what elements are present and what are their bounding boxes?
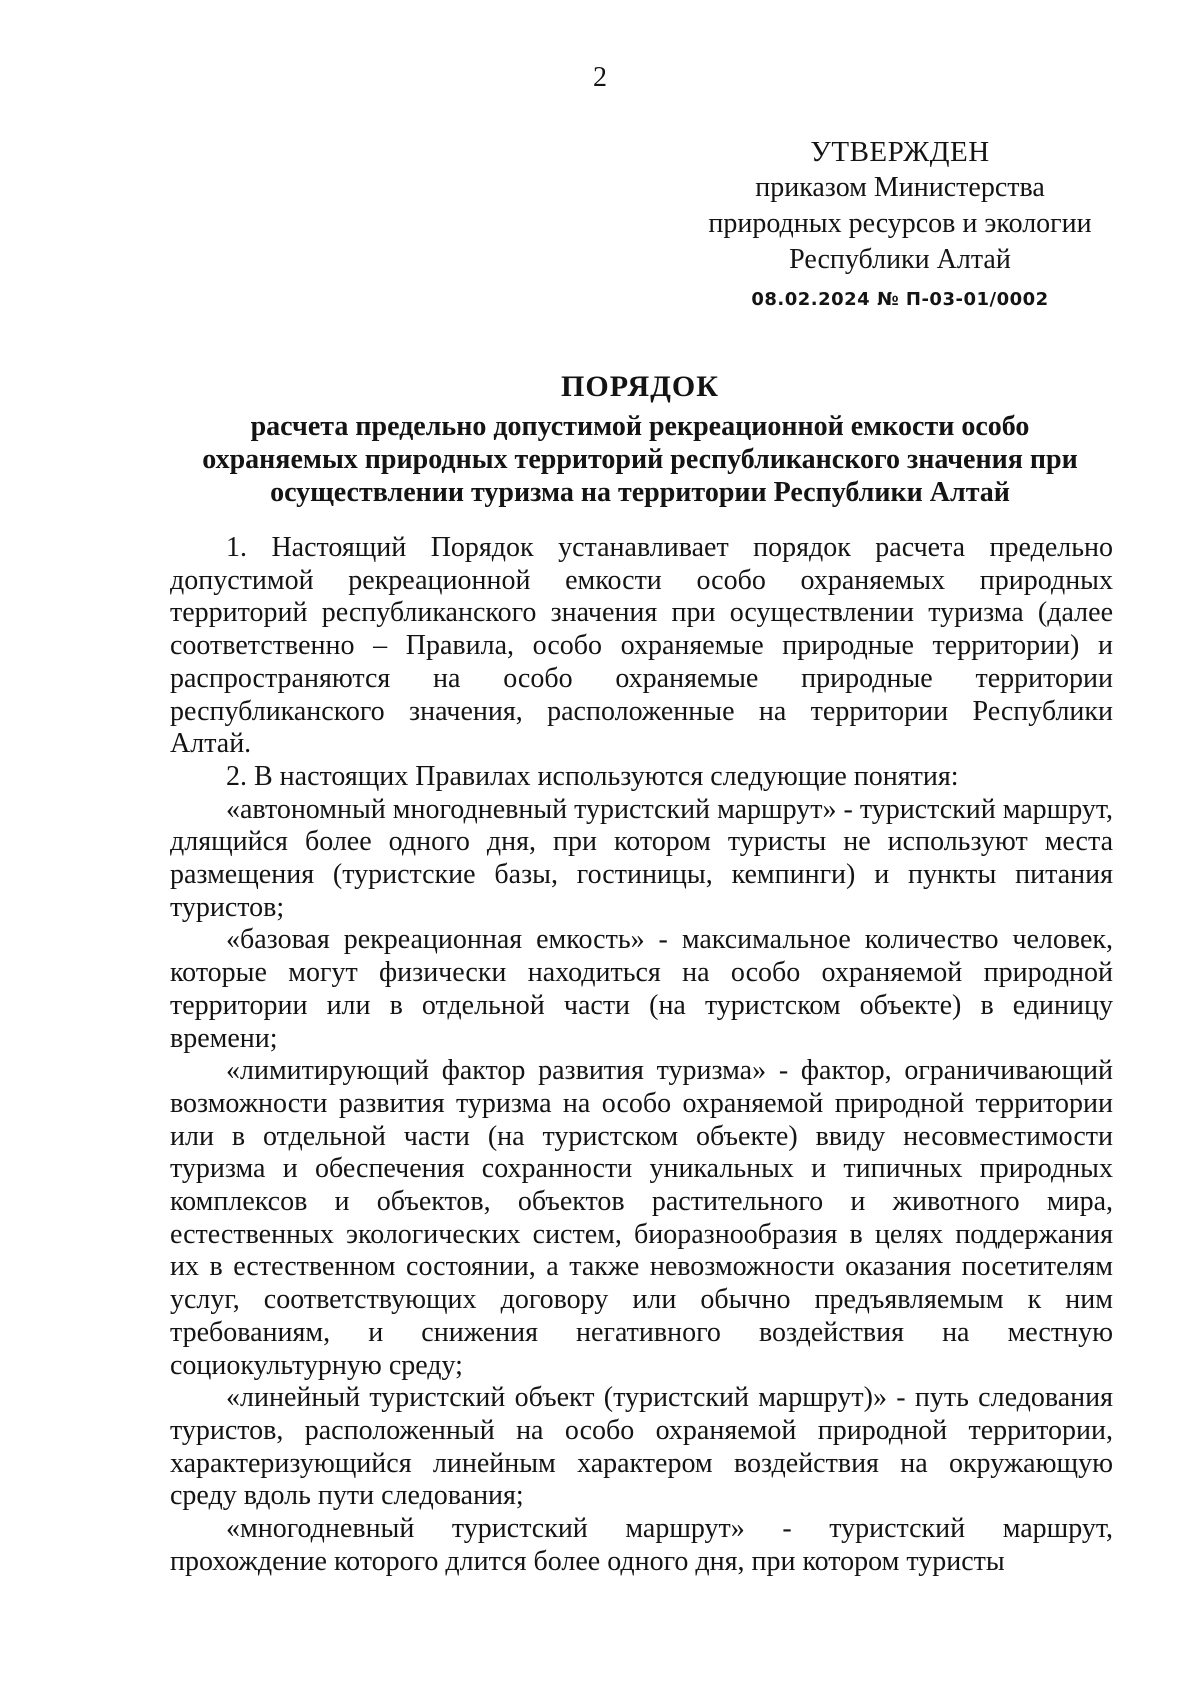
definition-autonomous-route: «автономный многодневный туристский маршрут» - туристский маршрут, длящийся более одного дня, при котором туристы не используют места размещения (туристские базы, гостиницы, кемпинги) и пункты питания туристов; — [170, 793, 1113, 923]
approval-line-1: приказом Министерства — [755, 172, 1045, 203]
title-line-2: охраняемых природных территорий республиканского значения при — [202, 444, 1078, 475]
paragraph-1: 1. Настоящий Порядок устанавливает порядок расчета предельно допустимой рекреационной емкости особо охраняемых природных территорий республиканского значения при осуществлении туризма (далее соответственно – Правила, особо охраняемые природные территории) и распространяются на особо охраняемые природные территории республиканского значения, расположенные на территории Республики Алтай. — [170, 532, 1113, 760]
approval-heading: УТВЕРЖДЕН — [810, 136, 990, 168]
paragraph-2: 2. В настоящих Правилах используются следующие понятия: — [226, 760, 959, 792]
definition-linear-object: «линейный туристский объект (туристский маршрут)» - путь следования туристов, расположенный на особо охраняемой природной территории, характеризующийся линейным характером воздействия на окружающую среду вдоль пути следования; — [170, 1382, 1113, 1512]
title-line-1: расчета предельно допустимой рекреационной емкости особо — [250, 411, 1030, 442]
title-line-3: осуществлении туризма на территории Республики Алтай — [270, 477, 1010, 508]
approval-line-2: природных ресурсов и экологии — [708, 208, 1092, 239]
approval-stamp-block — [680, 134, 1120, 318]
document-body — [170, 532, 1113, 1579]
approval-line-3: Республики Алтай — [789, 244, 1011, 275]
approval-date-number: 08.02.2024 № П-03-01/0002 — [751, 289, 1049, 310]
definition-multiday-route: «многодневный туристский маршрут» - туристский маршрут, прохождение которого длится более одного дня, при котором туристы — [170, 1513, 1113, 1577]
page-number: 2 — [593, 62, 607, 93]
document-title — [160, 370, 1120, 509]
title-main: ПОРЯДОК — [561, 370, 719, 403]
definition-base-capacity: «базовая рекреационная емкость» - максимальное количество человек, которые могут физически находиться на особо охраняемой природной территории или в отдельной части (на туристском объекте) в единицу времени; — [170, 924, 1113, 1054]
definition-limiting-factor: «лимитирующий фактор развития туризма» - фактор, ограничивающий возможности развития туризма на особо охраняемой природной территории или в отдельной части (на туристском объекте) ввиду несовместимости туризма и обеспечения сохранности уникальных и типичных природных комплексов и объектов, объектов растительного и животного мира, естественных экологических систем, биоразнообразия в целях поддержания их в естественном состоянии, а также невозможности оказания посетителям услуг, соответствующих договору или обычно предъявляемым к ним требованиям, и снижения негативного воздействия на местную социокультурную среду; — [170, 1055, 1113, 1381]
